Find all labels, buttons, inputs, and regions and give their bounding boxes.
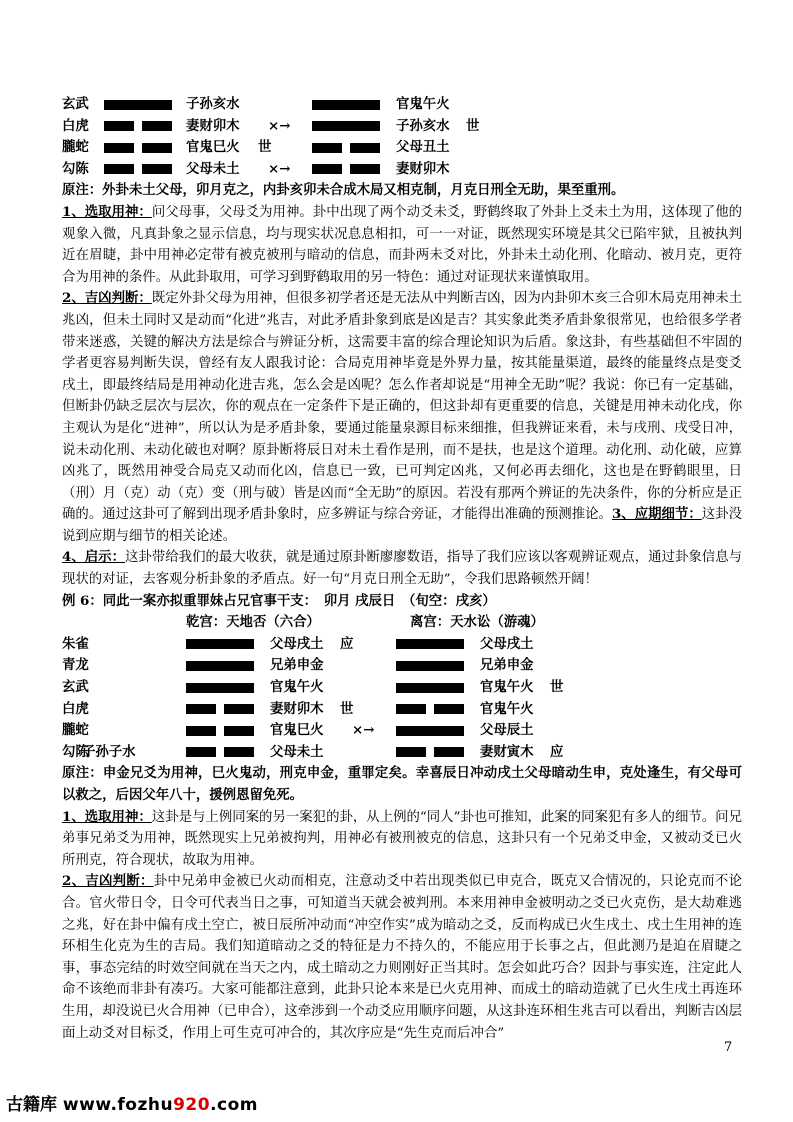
main-relation-label: 官鬼午火 [270,679,324,696]
main-relation-label: 妻财卯木 [270,700,324,717]
page-number: 7 [724,1040,733,1055]
changed-relation-label: 父母辰土 [480,722,534,739]
hexagram-2-titles [62,612,742,634]
section-b2-heading: 2、吉凶判断： [62,873,154,890]
yang-line [186,683,254,693]
main-relation-label: 妻财卯木 [186,117,240,134]
yang-line [312,100,380,110]
footer-site-name: 古籍库 [6,1095,57,1115]
main-relation-label: 父母未土 [270,743,324,760]
main-relation-label: 父母戌土 [270,635,324,652]
main-relation-label: 官鬼巳火 [186,139,240,156]
main-relation-label: 父母未土 [186,160,240,177]
six-spirit-label: 朧蛇 [62,722,89,739]
hexagram-line-row [62,116,742,138]
yang-line [396,639,464,649]
original-note-2: 原注：申金兄爻为用神，巳火鬼动，刑克申金，重罪定矣。幸喜辰日冲动戌土父母暗动生申，克处逢生，有父母可以救之，后因父年八十，援例恩留免死。 [62,765,742,803]
main-hexagram-line [186,720,254,742]
main-hexagram-line [104,94,172,116]
hexagram-1-table [62,94,742,180]
page-content [62,94,742,1044]
six-spirit-label: 青龙 [62,657,89,674]
yin-line [312,164,380,174]
shi-ying-marker: 世 [258,139,272,156]
footer-url-suffix: .com [210,1095,259,1115]
hexagram-line-row [62,94,742,116]
section-b1-heading: 1、选取用神： [62,808,152,825]
yin-line [312,143,380,153]
changed-relation-label: 子孙亥水 [396,117,450,134]
yang-line [104,100,172,110]
footer-url-prefix: www.fozhu [62,1095,174,1115]
changed-relation-label: 父母戌土 [480,635,534,652]
main-hexagram-line [186,655,254,677]
example-6-title: 例 6：同此一案亦拟重罪妹占兄官事干支： 卯月 戌辰日 （旬空：戌亥） [62,592,496,609]
yin-line [186,704,254,714]
six-spirit-label: 白虎 [62,700,89,717]
yin-line [104,164,172,174]
main-hexagram-line [186,677,254,699]
shi-ying-marker: 世 [340,700,354,717]
main-relation-label: 子孙亥水 [186,96,240,112]
yang-line [396,683,464,693]
yin-line [186,726,254,736]
main-hexagram-line [186,742,254,764]
yang-line [312,121,380,131]
section-b1-body: 这卦是与上例同案的另一案犯的卦，从上例的“同人”卦也可推知，此案的同案犯有多人的细节。问兄弟事兄弟爻为用神，既然现实上兄弟被拘判，用神必有被刑被克的信息，这卦只有一个兄弟爻申金，又被动爻已火所刑克，符合现状，故取为用神。 [62,809,742,868]
changed-hexagram-line [396,634,464,656]
hexagram-line-row [62,742,742,764]
yang-line [396,726,464,736]
hexagram-line-row [62,677,742,699]
six-spirit-label: 玄武 [62,96,89,112]
changed-relation-label: 官鬼午火 [480,700,534,717]
yin-line [396,704,464,714]
hexagram-2-right-title: 离宫：天水讼（游魂） [410,614,544,631]
section-b [62,807,742,1045]
hexagram-line-row [62,655,742,677]
shi-ying-marker: 应 [340,635,354,652]
changed-hexagram-line [312,94,380,116]
original-note-1: 原注：外卦未土父母，卯月克之，内卦亥卯未合成木局又相克制，月克日刑全无助，果至重刑。 [62,182,625,199]
footer-watermark [6,1090,258,1115]
yin-line [104,143,172,153]
shi-ying-marker: 世 [466,117,480,134]
yang-line [186,639,254,649]
yang-line [186,661,254,671]
hexagram-line-row [62,137,742,159]
six-spirit-label: 朧蛇 [62,139,89,156]
six-spirit-label: 白虎 [62,117,89,134]
changed-hexagram-line [312,137,380,159]
changed-hexagram-line [396,699,464,721]
hidden-relation-label: 子孙子水 [82,743,136,760]
changed-hexagram-line [396,677,464,699]
main-hexagram-line [104,116,172,138]
moving-line-arrow: ×→ [268,160,291,177]
yin-line [396,747,464,757]
changed-hexagram-line [396,742,464,764]
section-4-body: 这卦带给我们的最大收获，就是通过原卦断廖廖数语，指导了我们应该以客观辨证观点，通过卦象信息与现状的对证，去客观分析卦象的矛盾点。好一句“月克日刑全无助”，令我们思路顿然开阔！ [62,550,742,588]
section-1-heading: 1、选取用神： [62,203,152,220]
section-4-heading: 4、启示： [62,549,125,566]
yin-line [104,121,172,131]
changed-relation-label: 妻财卯木 [396,160,450,177]
changed-relation-label: 官鬼午火 [396,96,450,112]
hexagram-line-row [62,159,742,181]
hexagram-line-row [62,720,742,742]
main-hexagram-line [186,634,254,656]
hexagram-2-left-title: 乾宫：天地否（六合） [186,614,320,631]
changed-hexagram-line [396,655,464,677]
main-relation-label: 兄弟申金 [270,657,324,674]
changed-hexagram-line [312,159,380,181]
footer-url-number: 920 [173,1095,211,1115]
section-3-body: 这卦没说到应期与细节的相关论述。 [62,507,742,544]
section-2-heading: 2、吉凶判断： [62,290,152,307]
shi-ying-marker: 应 [550,743,564,760]
changed-relation-label: 官鬼午火 [480,679,534,696]
six-spirit-label: 朱雀 [62,635,89,652]
main-hexagram-line [104,159,172,181]
main-hexagram-line [186,699,254,721]
main-relation-label: 官鬼巳火 [270,722,324,739]
changed-hexagram-line [312,116,380,138]
six-spirit-label: 勾陈 [62,160,89,177]
main-hexagram-line [104,137,172,159]
changed-relation-label: 兄弟申金 [480,657,534,674]
section-1 [62,202,742,591]
hexagram-line-row [62,699,742,721]
section-3-heading: 3、应期细节： [611,506,702,523]
six-spirit-label: 玄武 [62,679,89,696]
shi-ying-marker: 世 [550,679,564,696]
yang-line [396,661,464,671]
changed-relation-label: 父母丑土 [396,139,450,156]
hexagram-line-row [62,634,742,656]
yin-line [186,747,254,757]
moving-line-arrow: ×→ [352,722,375,739]
six-spirit-label: 勾陈 [62,743,89,760]
moving-line-arrow: ×→ [268,117,291,134]
changed-hexagram-line [396,720,464,742]
section-b2-body: 卦中兄弟申金被已火动而相克，注意动爻中若出现类似已申克合，既克又合情况的，只论克而不论合。官火带日令，日令可代表当日之事，可知道当天就会被判刑。本来用神申金被明动之爻已火克伤，是大劫难逃之兆，好在卦中偏有戌土空亡，被日辰所冲动而“冲空作实”成为暗动之爻，反而构成已火生戌土、戌土生用神的连环相生化克为生的吉局。我们知道暗动之爻的特征是力不持久的，不能应用于长事之占，但此测乃是迫在眉睫之事，事态完结的时效空间就在当天之内，成土暗动之力则刚好正当其时。怎会如此巧合？因卦与事实连，注定此人命不该绝而非卦有凑巧。大家可能都注意到，此卦只论本来是已火克用神、而成土的暗动造就了已火生戌土再连环生用，却没说已火合用神（已申合），这牵涉到一个动爻应用顺序问题，从这卦连环相生兆吉可以看出，判断吉凶层面上动爻对目标爻，作用上可生克可冲合的，其次序应是“先生克而后冲合” [62,874,742,1041]
section-1-body: 问父母事，父母爻为用神。卦中出现了两个动爻未爻，野鹤终取了外卦上爻未土为用，这体现了他的观象入微，凡真卦象之显示信息，均与现实状况息息相扣，可一一对证，既然现实环境是其父已陷牢狱，且被执判近在眉睫，卦中用神必定带有被克被刑与暗动的信息，而卦两未爻对比，外卦未土动化刑、化暗动、被月克，更符合为用神的条件。从此卦取用，可学习到野鹤取用的另一特色：通过对证现状来谨慎取用。 [62,204,742,285]
changed-relation-label: 妻财寅木 [480,743,534,760]
hexagram-2-table [62,634,742,764]
section-2-body: 既定外卦父母为用神，但很多初学者还是无法从中判断吉凶，因为内卦卯木亥三合卯木局克用神未土兆凶，但未土同时又是动而“化进”兆吉，对此矛盾卦象到底是凶是吉？其实象此类矛盾卦象很常见，也给很多学者带来迷惑，关键的解决方法是综合与辨证分析，这需要丰富的综合理论知识为后盾。象这卦，有些基础但不牢固的学者更容易判断失误，曾经有友人跟我讨论：合局克用神毕竟是外界力量，按其能量渠道，最终的能量终点是变爻戌土，即最终结局是用神动化进吉兆，怎么会是凶呢？怎么作者却说是“用神全无助”呢？我说：你已有一定基础，但断卦仍缺乏层次与层次，你的观点在一定条件下是正确的，但这卦却有更重要的信息，关键是用神未动化戌，你主观认为是化“进神”，所以认为是矛盾卦象，要通过能量泉源目标来细推，但我辨证来看，未与戌刑、戌受日冲，说未动化刑、未动化破也对啊？原卦断将辰日对未土看作是刑，而不是扶，也是这个道理。动化刑、动化破，应算凶兆了，既然用神受合局克又动而化凶，信息已一致，已可判定凶兆，又何必再去细化，这也是在野鹤眼里，日（刑）月（克）动（克）变（刑与破）皆是凶而“全无助”的原因。若没有那两个辨证的先决条件，你的分析应是正确的。通过这卦可了解到出现矛盾卦象时，应多辨证与综合旁证，才能得出准确的预测推论。 [62,291,742,523]
